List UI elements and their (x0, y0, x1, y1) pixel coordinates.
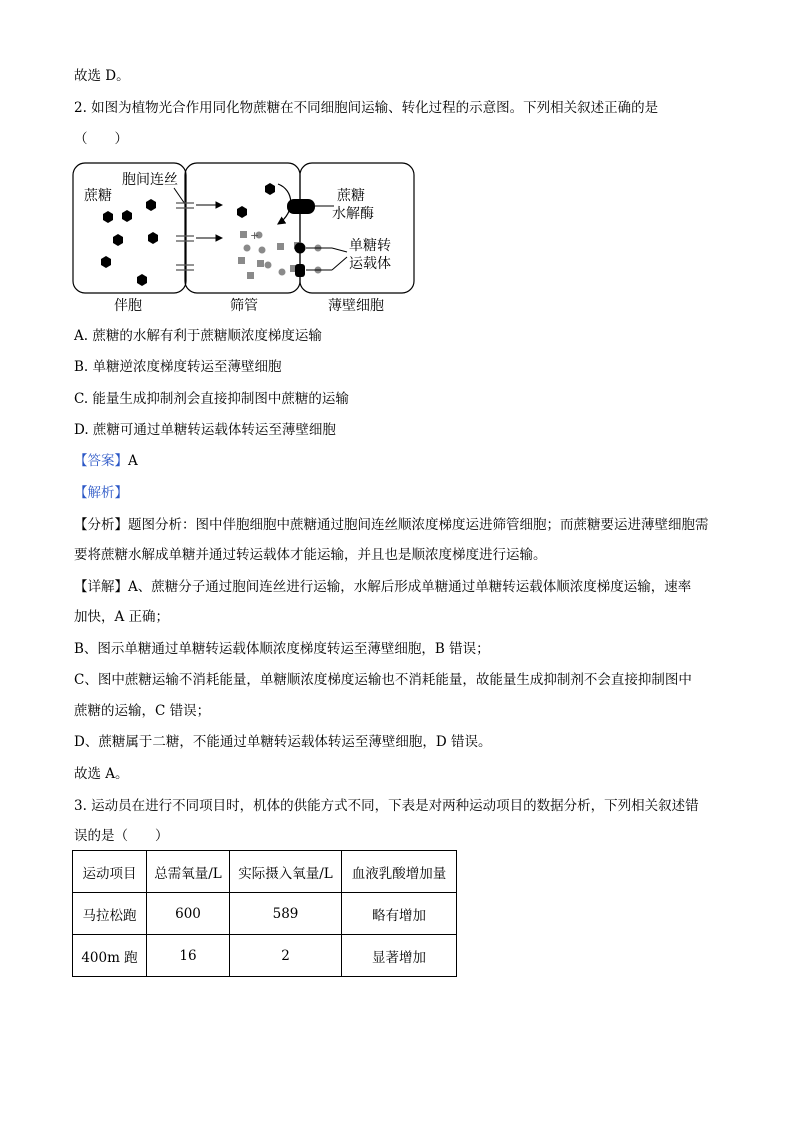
answer-line (74, 452, 138, 470)
table-cell: 略有增加 (342, 893, 457, 935)
table-cell: 16 (147, 935, 230, 977)
table-header-row (73, 851, 457, 893)
analysis-line-2: 要将蔗糖水解成单糖并通过转运载体才能运输，并且也是顺浓度梯度进行运输。 (74, 547, 547, 563)
question-2-blank: （ ） (74, 131, 128, 147)
option-d: D. 蔗糖可通过单糖转运载体转运至薄壁细胞 (74, 422, 336, 438)
detail-line-1: 【详解】A、蔗糖分子通过胞间连丝进行运输，水解后形成单糖通过单糖转运载体顺浓度梯度运输，速率 (74, 579, 692, 595)
transporter-label-line1: 单糖转 (349, 238, 391, 254)
answer-tag: 【答案】 (74, 453, 128, 469)
analysis-tag: 【解析】 (74, 485, 128, 501)
previous-answer-line: 故选 D。 (74, 68, 130, 84)
question-3-stem-1: 3. 运动员在进行不同项目时，机体的供能方式不同，下表是对两种运动项目的数据分析，下列相关叙述错 (74, 798, 699, 814)
table-cell: 600 (147, 893, 230, 935)
table-row (73, 935, 457, 977)
table-cell: 589 (230, 893, 342, 935)
parenchyma-cell (300, 163, 414, 293)
question-2-stem: 2. 如图为植物光合作用同化物蔗糖在不同细胞间运输、转化过程的示意图。下列相关叙述正确的是 (74, 100, 659, 116)
table-row (73, 893, 457, 935)
question-3-stem-2: 误的是（ ） (74, 828, 169, 844)
sports-oxygen-table (72, 850, 457, 977)
answer-value: A (128, 453, 138, 469)
option-b: B. 单糖逆浓度梯度转运至薄壁细胞 (74, 359, 282, 375)
table-cell: 2 (230, 935, 342, 977)
sucrose-label: 蔗糖 (84, 188, 112, 204)
plasmodesmata-label: 胞间连丝 (122, 172, 178, 188)
sieve-tube-label: 筛管 (230, 298, 258, 314)
transporter-label-line2: 运载体 (349, 256, 391, 272)
sucrase-label-line1: 蔗糖 (337, 188, 365, 204)
detail-d: D、蔗糖属于二糖，不能通过单糖转运载体转运至薄壁细胞，D 错误。 (74, 734, 492, 750)
option-c: C. 能量生成抑制剂会直接抑制图中蔗糖的运输 (74, 391, 349, 407)
table-header: 实际摄入氧量/L (230, 851, 342, 893)
detail-c-1: C、图中蔗糖运输不消耗能量，单糖顺浓度梯度运输也不消耗能量，故能量生成抑制剂不会直接抑制图中 (74, 672, 692, 688)
table-cell: 马拉松跑 (73, 893, 147, 935)
table-header: 运动项目 (73, 851, 147, 893)
sucrase-enzyme (287, 199, 315, 214)
final-choice: 故选 A。 (74, 766, 129, 782)
companion-cell-label: 伴胞 (114, 298, 142, 314)
table-cell: 400m 跑 (73, 935, 147, 977)
detail-line-2: 加快，A 正确； (74, 609, 170, 625)
table-header: 血液乳酸增加量 (342, 851, 457, 893)
sucrase-label-line2: 水解酶 (332, 206, 374, 222)
sucrose-transport-diagram (72, 162, 418, 314)
detail-b: B、图示单糖通过单糖转运载体顺浓度梯度转运至薄壁细胞，B 错误； (74, 641, 490, 657)
parenchyma-label: 薄壁细胞 (328, 298, 384, 314)
table-header: 总需氧量/L (147, 851, 230, 893)
analysis-line-1: 【分析】题图分析：图中伴胞细胞中蔗糖通过胞间连丝顺浓度梯度运进筛管细胞；而蔗糖要运进薄壁细胞需 (74, 517, 709, 533)
detail-c-2: 蔗糖的运输，C 错误； (74, 703, 211, 719)
plus-sign: + (250, 229, 260, 242)
table-cell: 显著增加 (342, 935, 457, 977)
option-a: A. 蔗糖的水解有利于蔗糖顺浓度梯度运输 (74, 328, 322, 344)
